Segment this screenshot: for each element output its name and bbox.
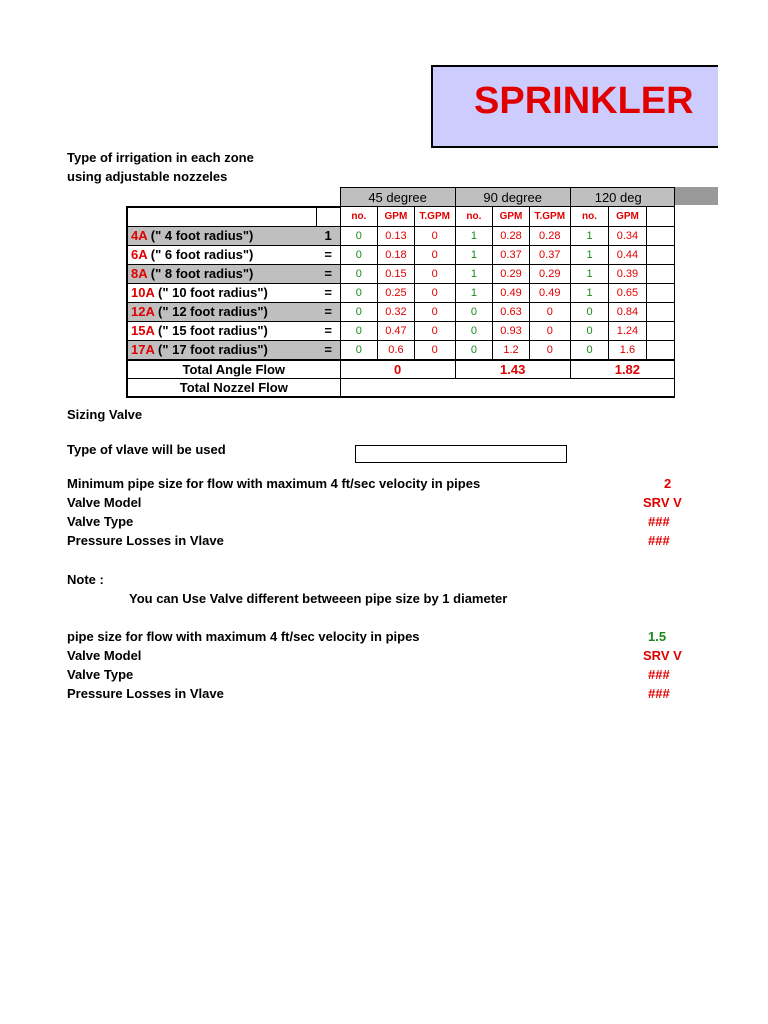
count-cell: 0 — [455, 340, 493, 360]
nozzle-multiplier: 1 — [317, 226, 340, 245]
tgpm-cell: 0 — [529, 321, 570, 340]
tgpm-cell: 0 — [414, 283, 455, 302]
intro-line-1: Type of irrigation in each zone — [67, 150, 254, 165]
gpm-cell: 0.44 — [609, 245, 646, 264]
valve-type-2-value: ### — [648, 667, 670, 682]
nozzle-desc: (" 12 foot radius") — [154, 304, 268, 319]
nozzle-label — [127, 226, 317, 245]
nozzle-label — [127, 340, 317, 360]
valve-model-label: Valve Model — [67, 495, 142, 510]
count-cell: 1 — [455, 264, 493, 283]
nozzle-multiplier: = — [317, 302, 340, 321]
valve-type-label: Type of vlave will be used — [67, 442, 226, 457]
gpm-cell: 0.6 — [378, 340, 415, 360]
table-row — [127, 340, 675, 360]
nozzle-multiplier: = — [317, 264, 340, 283]
count-cell: 1 — [570, 226, 609, 245]
sub-header: no. — [455, 207, 493, 227]
nozzle-label — [127, 321, 317, 340]
count-cell: 0 — [455, 321, 493, 340]
gpm-cell: 0.93 — [493, 321, 530, 340]
nozzle-label — [127, 245, 317, 264]
count-cell: 0 — [340, 302, 378, 321]
count-cell: 0 — [340, 283, 378, 302]
count-cell: 0 — [340, 245, 378, 264]
valve-type2-label: Valve Type — [67, 514, 134, 529]
count-cell: 1 — [570, 264, 609, 283]
valve-type2-value: ### — [648, 514, 670, 529]
pipe-size-value: 1.5 — [648, 629, 667, 644]
nozzle-multiplier: = — [317, 245, 340, 264]
count-cell: 0 — [340, 264, 378, 283]
nozzle-multiplier: = — [317, 283, 340, 302]
valve-type-input[interactable] — [355, 445, 567, 463]
tgpm-cell: 0 — [414, 340, 455, 360]
title-clip — [431, 60, 694, 155]
gpm-cell: 0.47 — [378, 321, 415, 340]
gpm-cell: 0.18 — [378, 245, 415, 264]
count-cell: 0 — [340, 340, 378, 360]
total-angle-120: 1.82 — [570, 360, 674, 379]
tgpm-cell: 0.28 — [529, 226, 570, 245]
total-angle-flow-label: Total Angle Flow — [127, 360, 340, 379]
nozzle-label — [127, 302, 317, 321]
gpm-cell: 0.28 — [493, 226, 530, 245]
total-angle-90: 1.43 — [455, 360, 570, 379]
gpm-cell: 0.29 — [493, 264, 530, 283]
nozzle-table — [126, 187, 675, 395]
gpm-cell: 1.24 — [609, 321, 646, 340]
tgpm-cell: 0 — [529, 302, 570, 321]
gpm-cell: 1.2 — [493, 340, 530, 360]
tgpm-cell: 0 — [414, 226, 455, 245]
tgpm-cell: 0 — [529, 340, 570, 360]
gpm-cell: 0.15 — [378, 264, 415, 283]
total-angle-45: 0 — [340, 360, 455, 379]
group-header-90: 90 degree — [455, 188, 570, 207]
nozzle-desc: (" 10 foot radius") — [154, 285, 268, 300]
nozzle-multiplier: = — [317, 321, 340, 340]
count-cell: 1 — [455, 245, 493, 264]
count-cell: 1 — [570, 245, 609, 264]
tgpm-cell: 0 — [414, 302, 455, 321]
nozzle-desc: (" 15 foot radius") — [154, 323, 268, 338]
gpm-cell: 0.39 — [609, 264, 646, 283]
nozzle-desc: (" 8 foot radius") — [147, 266, 254, 281]
gpm-cell: 0.13 — [378, 226, 415, 245]
nozzle-desc: (" 4 foot radius") — [147, 228, 254, 243]
sub-header: GPM — [493, 207, 530, 227]
valve-model-2-label: Valve Model — [67, 648, 142, 663]
tgpm-cell: 0.37 — [529, 245, 570, 264]
group-header-120: 120 deg — [570, 188, 674, 207]
sub-header: GPM — [609, 207, 646, 227]
count-cell: 0 — [455, 302, 493, 321]
table-row — [127, 264, 675, 283]
nozzle-desc: (" 6 foot radius") — [147, 247, 254, 262]
total-nozzel-flow-value — [340, 378, 674, 397]
nozzle-grid — [126, 187, 675, 398]
table-row — [127, 302, 675, 321]
count-cell: 1 — [455, 283, 493, 302]
tgpm-cell: 0 — [414, 321, 455, 340]
gpm-cell: 0.49 — [493, 283, 530, 302]
note-text: You can Use Valve different betweeen pipe size by 1 diameter — [129, 591, 508, 606]
sizing-heading: Sizing Valve — [67, 407, 143, 422]
table-row — [127, 245, 675, 264]
table-row — [127, 321, 675, 340]
nozzle-desc: (" 17 foot radius") — [154, 342, 268, 357]
nozzle-multiplier: = — [317, 340, 340, 360]
gpm-cell: 1.6 — [609, 340, 646, 360]
min-pipe-value: 2 — [664, 476, 672, 491]
gpm-cell: 0.37 — [493, 245, 530, 264]
pressure-loss-value: ### — [648, 533, 670, 548]
sub-header: no. — [340, 207, 378, 227]
nozzle-code: 12A — [131, 304, 155, 319]
sub-header: GPM — [378, 207, 415, 227]
gpm-cell: 0.25 — [378, 283, 415, 302]
valve-type-2-label: Valve Type — [67, 667, 134, 682]
pressure-loss-2-value: ### — [648, 686, 670, 701]
nozzle-label — [127, 283, 317, 302]
table-row — [127, 226, 675, 245]
nozzle-code: 4A — [131, 228, 148, 243]
intro-line-2: using adjustable nozzeles — [67, 169, 228, 184]
group-header-45: 45 degree — [340, 188, 455, 207]
pressure-loss-label: Pressure Losses in Vlave — [67, 533, 224, 548]
total-nozzel-flow-label: Total Nozzel Flow — [127, 378, 340, 397]
page-title: SPRINKLER — [474, 80, 694, 122]
gpm-cell: 0.63 — [493, 302, 530, 321]
nozzle-code: 17A — [131, 342, 155, 357]
sub-header: T.GPM — [414, 207, 455, 227]
count-cell: 0 — [340, 321, 378, 340]
tgpm-cell: 0 — [414, 245, 455, 264]
tgpm-cell: 0.49 — [529, 283, 570, 302]
gpm-cell: 0.34 — [609, 226, 646, 245]
count-cell: 0 — [340, 226, 378, 245]
gpm-cell: 0.65 — [609, 283, 646, 302]
valve-model-value: SRV V — [643, 495, 682, 510]
count-cell: 0 — [570, 321, 609, 340]
nozzle-code: 6A — [131, 247, 148, 262]
pressure-loss-2-label: Pressure Losses in Vlave — [67, 686, 224, 701]
gpm-cell: 0.32 — [378, 302, 415, 321]
count-cell: 1 — [455, 226, 493, 245]
tgpm-cell: 0.29 — [529, 264, 570, 283]
sub-header: T.GPM — [529, 207, 570, 227]
tgpm-cell: 0 — [414, 264, 455, 283]
sub-header: no. — [570, 207, 609, 227]
gpm-cell: 0.84 — [609, 302, 646, 321]
valve-model-2-value: SRV V — [643, 648, 682, 663]
nozzle-code: 10A — [131, 285, 155, 300]
count-cell: 0 — [570, 340, 609, 360]
note-heading: Note : — [67, 572, 104, 587]
nozzle-label — [127, 264, 317, 283]
count-cell: 1 — [570, 283, 609, 302]
nozzle-code: 8A — [131, 266, 148, 281]
table-row — [127, 283, 675, 302]
count-cell: 0 — [570, 302, 609, 321]
header-overflow-bar — [675, 187, 718, 205]
nozzle-code: 15A — [131, 323, 155, 338]
min-pipe-label: Minimum pipe size for flow with maximum 4 ft/sec velocity in pipes — [67, 476, 481, 491]
pipe-size-label: pipe size for flow with maximum 4 ft/sec velocity in pipes — [67, 629, 420, 644]
